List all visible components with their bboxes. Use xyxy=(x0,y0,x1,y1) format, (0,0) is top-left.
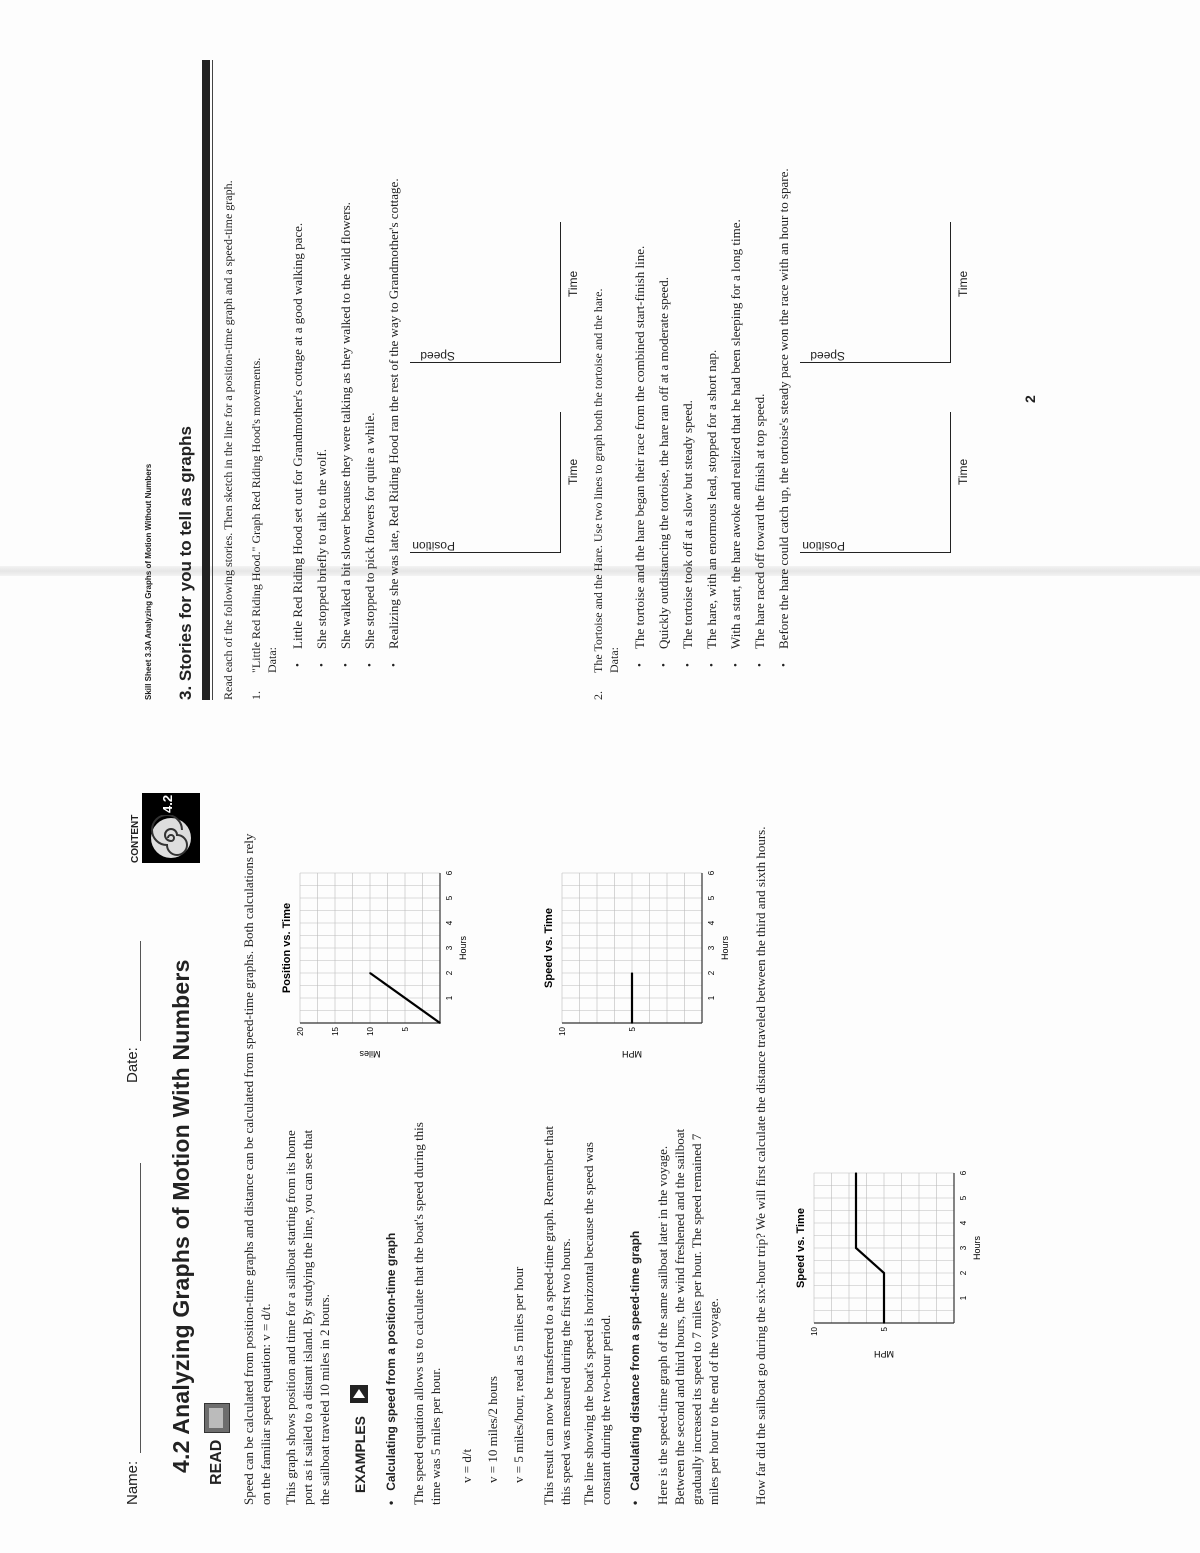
data-point xyxy=(883,1322,885,1324)
y-tick-label: 5 xyxy=(401,1027,410,1032)
transfer-paragraph: This result can now be transferred to a speed-time graph. Remember that this speed was measured during the first two hours. xyxy=(541,1125,573,1505)
x-tick-label: 4 xyxy=(959,1220,968,1226)
data-point xyxy=(439,1022,441,1024)
story1-item: • Realizing she was late, Red Riding Hood ran the rest of the way to Grandmother's cottage. xyxy=(382,29,406,649)
y-axis-label: MPH xyxy=(874,1349,894,1359)
y-axis-label: MPH xyxy=(622,1049,642,1059)
question-paragraph: How far did the sailboat go during the six-hour trip? We will first calculate the distance traveled between the third and sixth hours. xyxy=(753,826,768,1505)
data-point xyxy=(631,972,633,974)
date-label: Date: xyxy=(124,1047,141,1083)
content-label: CONTENT xyxy=(130,814,141,863)
x-axis-label: Hours xyxy=(972,1235,982,1261)
story1-item: • She stopped briefly to talk to the wolf. xyxy=(310,29,334,649)
content-badge xyxy=(142,793,200,863)
story2-list xyxy=(628,29,796,673)
example2-heading: • Calculating distance from a speed-time graph xyxy=(628,1230,642,1505)
story2-item: • The hare raced off toward the finish at top speed. xyxy=(748,29,772,649)
example1-heading-text: Calculating speed from a position-time graph xyxy=(384,1232,398,1491)
speed-time-graph-1 xyxy=(538,843,743,1063)
x-tick-label: 3 xyxy=(959,1245,968,1251)
story2-position-axes[interactable] xyxy=(800,412,951,553)
x-tick-label: 1 xyxy=(707,995,716,1001)
x-tick-label: 2 xyxy=(445,970,454,976)
horizontal-paragraph: The line showing the boat's speed is horizontal because the speed was constant during the two-hour period. xyxy=(581,1142,613,1505)
chart-title: Speed vs. Time xyxy=(543,908,555,988)
equation-2: v = 10 miles/2 hours xyxy=(485,1376,500,1483)
story1-position-ylabel: Position xyxy=(412,539,455,553)
section-bar xyxy=(202,60,210,700)
x-axis-label: Hours xyxy=(720,935,730,961)
y-axis-label: Miles xyxy=(359,1049,381,1059)
y-tick-label: 5 xyxy=(628,1027,637,1032)
skill-sheet-label: Skill Sheet 3.3A Analyzing Graphs of Motion Without Numbers xyxy=(144,463,153,700)
equation-3: v = 5 miles/hour, read as 5 miles per hour xyxy=(511,1266,526,1483)
x-tick-label: 4 xyxy=(707,920,716,926)
story1-speed-axes[interactable] xyxy=(410,222,561,363)
story1-number: 1. xyxy=(249,691,263,700)
x-tick-label: 5 xyxy=(959,1195,968,1201)
x-tick-label: 3 xyxy=(707,945,716,951)
story2-position-ylabel: Position xyxy=(802,539,845,553)
examples-label: EXAMPLES xyxy=(352,1415,368,1493)
x-tick-label: 1 xyxy=(959,1295,968,1301)
graph-intro-paragraph: This graph shows position and time for a sailboat starting from its home port as it sailed to a distant island. By studying the line, you can see that the sailboat traveled 10 miles in 2 hours. xyxy=(283,1129,332,1505)
x-tick-label: 5 xyxy=(445,895,454,901)
data-point xyxy=(631,1022,633,1024)
story2-item: • With a start, the hare awoke and realized that he had been sleeping for a long time. xyxy=(724,29,748,649)
book-icon xyxy=(204,1403,230,1433)
story2-item: • Before the hare could catch up, the tortoise's steady pace won the race with an hour to spare. xyxy=(772,29,796,649)
example1-heading: • Calculating speed from a position-time graph xyxy=(384,1232,398,1505)
content-number: 4.2 xyxy=(160,794,175,813)
data-point xyxy=(369,972,371,974)
y-tick-label: 10 xyxy=(558,1027,567,1036)
arrow-icon xyxy=(350,1385,368,1403)
y-tick-label: 10 xyxy=(810,1327,819,1336)
nautilus-icon xyxy=(148,815,194,861)
example2-text: Here is the speed-time graph of the same sailboat later in the voyage. Between the second and third hours, the wind freshened and the sailboat gradually increased its speed to 7 miles per hour. The speed remained 7 miles per hour to the end of the voyage. xyxy=(655,1128,721,1505)
story2-speed-xlabel: Time xyxy=(956,270,970,297)
chart-title: Position vs. Time xyxy=(281,902,293,994)
story1-item: • She stopped to pick flowers for quite a while. xyxy=(358,29,382,649)
page-number: 2 xyxy=(1022,395,1038,403)
page-title: 4.2 Analyzing Graphs of Motion With Numbers xyxy=(168,959,194,1473)
x-tick-label: 5 xyxy=(707,895,716,901)
story2-item: • The tortoise and the hare began their race from the combined start-finish line. xyxy=(628,29,652,649)
name-line[interactable] xyxy=(140,1163,141,1453)
instructions: Read each of the following stories. Then sketch in the line for a position-time graph and a speed-time graph. xyxy=(221,180,235,700)
story1-position-axes[interactable] xyxy=(410,412,561,553)
story2-title: The Tortoise and the Hare. Use two lines to graph both the tortoise and the hare. xyxy=(591,288,605,673)
y-tick-label: 15 xyxy=(331,1027,340,1036)
story2-data-label: Data: xyxy=(607,647,621,673)
data-point xyxy=(855,1172,857,1174)
story2-item: • The hare, with an enormous lead, stopped for a short nap. xyxy=(700,29,724,649)
story2-speed-ylabel: Speed xyxy=(810,349,845,363)
position-time-svg xyxy=(276,843,476,1063)
story1-data-label: Data: xyxy=(265,647,279,673)
x-tick-label: 6 xyxy=(959,1170,968,1176)
example2-heading-text: Calculating distance from a speed-time graph xyxy=(628,1230,642,1491)
story1-item: • She walked a bit slower because they were talking as they walked to the wild flowers. xyxy=(334,29,358,649)
chart-title: Speed vs. Time xyxy=(795,1208,807,1288)
story2-item: • Quickly outdistancing the tortoise, the hare ran off at a moderate speed. xyxy=(652,29,676,649)
data-point xyxy=(855,1247,857,1249)
section-rule xyxy=(212,60,213,700)
x-tick-label: 4 xyxy=(445,920,454,926)
story2-number: 2. xyxy=(591,691,605,700)
x-tick-label: 3 xyxy=(445,945,454,951)
x-tick-label: 2 xyxy=(707,970,716,976)
x-tick-label: 6 xyxy=(707,870,716,876)
story1-speed-xlabel: Time xyxy=(566,270,580,297)
y-tick-label: 20 xyxy=(296,1027,305,1036)
story1-position-xlabel: Time xyxy=(566,458,580,485)
data-point xyxy=(883,1272,885,1274)
y-tick-label: 10 xyxy=(366,1027,375,1036)
speed-time-svg-1 xyxy=(538,843,738,1063)
speed-time-svg-2 xyxy=(790,1143,990,1363)
x-tick-label: 2 xyxy=(959,1270,968,1276)
story1-list xyxy=(286,29,406,673)
story2-item: • The tortoise took off at a slow but steady speed. xyxy=(676,29,700,649)
y-tick-label: 5 xyxy=(880,1327,889,1332)
position-time-graph xyxy=(276,843,481,1063)
section-title: 3. Stories for you to tell as graphs xyxy=(176,426,195,700)
story1-item: • Little Red Riding Hood set out for Grandmother's cottage at a good walking pace. xyxy=(286,29,310,649)
example1-text: The speed equation allows us to calculate that the boat's speed during this time was 5 miles per hour. xyxy=(411,1122,443,1505)
x-axis-label: Hours xyxy=(458,935,468,961)
x-tick-label: 6 xyxy=(445,870,454,876)
story1-speed-ylabel: Speed xyxy=(420,349,455,363)
intro-paragraph: Speed can be calculated from position-time graphs and distance can be calculated from speed-time graphs. Both calculations rely on the familiar speed equation: v = d/t. xyxy=(241,833,273,1505)
equation-1: v = d/t xyxy=(459,1448,474,1483)
date-line[interactable] xyxy=(140,941,141,1041)
read-label: READ xyxy=(208,1439,225,1485)
story2-position-xlabel: Time xyxy=(956,458,970,485)
speed-time-graph-2 xyxy=(790,1143,995,1363)
x-tick-label: 1 xyxy=(445,995,454,1001)
name-label: Name: xyxy=(124,1460,141,1505)
story1-title: "Little Red Riding Hood." Graph Red Riding Hood's movements. xyxy=(249,357,263,673)
story2-speed-axes[interactable] xyxy=(800,222,951,363)
